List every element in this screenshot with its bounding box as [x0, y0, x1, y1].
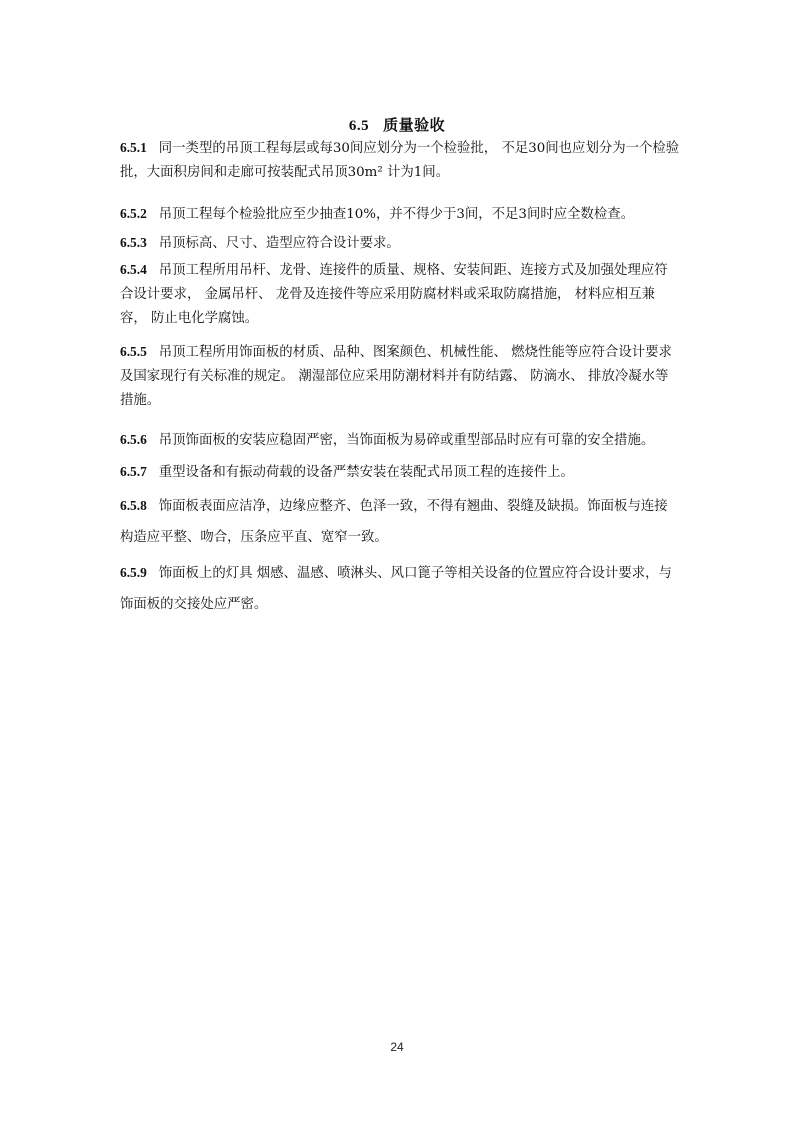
clause-number: 6.5.7 — [120, 464, 147, 479]
clause-number: 6.5.9 — [120, 565, 147, 580]
clause-6-5-4 — [120, 258, 680, 331]
clause-number: 6.5.3 — [120, 235, 147, 250]
clause-text: 同一类型的吊顶工程每层或每30间应划分为一个检验批， 不足30间也应划分为一个检验批，大面积房间和走廊可按装配式吊顶30m² 计为1间。 — [120, 141, 680, 180]
clause-6-5-9 — [120, 557, 680, 620]
section-title: 质量验收 — [383, 116, 446, 134]
clause-text: 饰面板上的灯具 烟感、温感、喷淋头、风口篦子等相关设备的位置应符合设计要求，与饰面板的交接处应严密。 — [120, 566, 672, 612]
clause-text: 吊顶工程所用饰面板的材质、品种、图案颜色、机械性能、 燃烧性能等应符合设计要求及国家现行有关标准的规定。 潮湿部位应采用防潮材料并有防结露、 防滴水、 排放冷凝水等措施。 — [120, 345, 672, 408]
clause-number: 6.5.4 — [120, 262, 147, 277]
clause-number: 6.5.6 — [120, 432, 147, 447]
clause-6-5-7 — [120, 460, 680, 485]
clause-6-5-2 — [120, 202, 680, 227]
clause-text: 吊顶工程所用吊杆、龙骨、连接件的质量、规格、安装间距、连接方式及加强处理应符合设计要求， 金属吊杆、 龙骨及连接件等应采用防腐材料或采取防腐措施， 材料应相互兼容， 防止电化学腐蚀。 — [120, 263, 668, 326]
clause-number: 6.5.8 — [120, 498, 147, 513]
page-number: 24 — [390, 1040, 404, 1054]
section-number: 6.5 — [348, 118, 370, 134]
clause-number: 6.5.1 — [120, 140, 147, 155]
section-heading — [0, 114, 794, 135]
clause-6-5-6 — [120, 428, 680, 453]
clause-text: 吊顶饰面板的安装应稳固严密，当饰面板为易碎或重型部品时应有可靠的安全措施。 — [158, 433, 655, 448]
clause-number: 6.5.2 — [120, 206, 147, 221]
clause-6-5-3 — [120, 231, 680, 256]
clause-text: 吊顶标高、尺寸、造型应符合设计要求。 — [158, 236, 400, 251]
clause-text: 饰面板表面应洁净，边缘应整齐、色泽一致，不得有翘曲、裂缝及缺损。饰面板与连接构造应平整、吻合，压条应平直、宽窄一致。 — [120, 499, 668, 545]
clause-6-5-1 — [120, 136, 680, 185]
clause-6-5-5 — [120, 340, 680, 413]
clause-number: 6.5.5 — [120, 344, 147, 359]
clause-text: 吊顶工程每个检验批应至少抽查10%，并不得少于3间，不足3间时应全数检查。 — [158, 207, 635, 222]
clause-text: 重型设备和有振动荷载的设备严禁安装在装配式吊顶工程的连接件上。 — [158, 465, 574, 480]
clause-6-5-8 — [120, 490, 680, 553]
